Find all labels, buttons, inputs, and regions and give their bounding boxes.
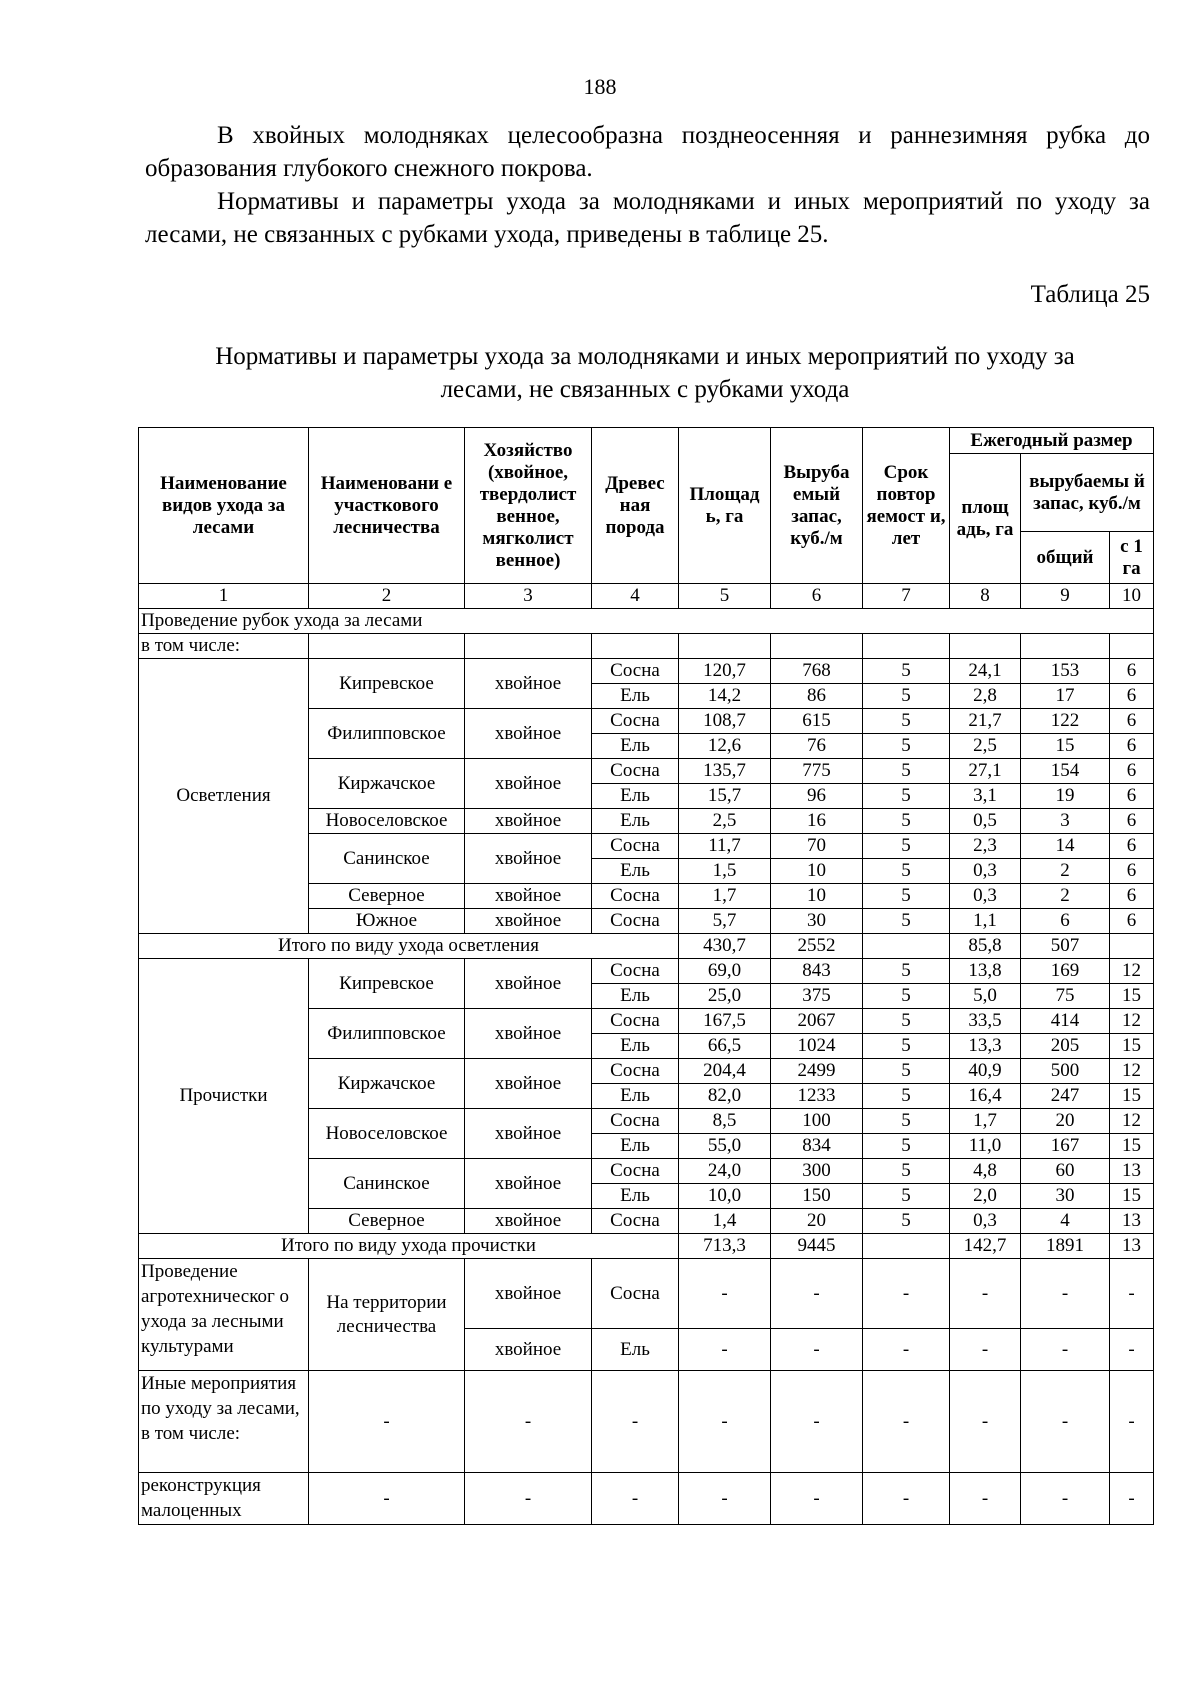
total-cell: 713,3 (679, 1234, 771, 1259)
care-type-cell: Проведение агротехническог о ухода за лесными культурами (139, 1259, 309, 1371)
data-cell: 6 (1110, 809, 1154, 834)
data-cell: 0,3 (950, 859, 1021, 884)
column-number-cell: 2 (309, 584, 465, 609)
data-cell: Ель (592, 1034, 679, 1059)
data-cell: 5 (863, 1009, 950, 1034)
data-cell: 1,7 (950, 1109, 1021, 1134)
data-cell: Ель (592, 784, 679, 809)
data-cell: 1,5 (679, 859, 771, 884)
data-cell: 1024 (771, 1034, 863, 1059)
data-cell: 19 (1021, 784, 1110, 809)
data-cell: 12 (1110, 1059, 1154, 1084)
paragraph-2 (145, 185, 1150, 251)
farm-type-cell: хвойное (465, 1159, 592, 1209)
data-cell: Ель (592, 1329, 679, 1371)
data-cell: 5 (863, 884, 950, 909)
page-number: 188 (583, 74, 617, 99)
total-cell (863, 1234, 950, 1259)
data-cell: 82,0 (679, 1084, 771, 1109)
data-cell: 169 (1021, 959, 1110, 984)
table-row (139, 609, 1154, 634)
data-cell: - (679, 1371, 771, 1473)
header-area: Площад ь, га (679, 428, 771, 584)
data-cell: 1,1 (950, 909, 1021, 934)
data-cell: 24,1 (950, 659, 1021, 684)
data-cell: 843 (771, 959, 863, 984)
data-cell: - (863, 1259, 950, 1329)
data-cell: 33,5 (950, 1009, 1021, 1034)
table-row (139, 934, 1154, 959)
data-cell: 6 (1110, 909, 1154, 934)
farm-type-cell: хвойное (465, 834, 592, 884)
data-cell: - (1110, 1329, 1154, 1371)
header-volume-total: общий (1021, 532, 1110, 584)
data-cell: - (309, 1371, 465, 1473)
forestry-cell: Санинское (309, 834, 465, 884)
column-number-cell: 7 (863, 584, 950, 609)
care-type-cell: Прочистки (139, 959, 309, 1234)
data-cell: 122 (1021, 709, 1110, 734)
data-cell: - (679, 1259, 771, 1329)
table-row (139, 1473, 1154, 1525)
data-cell: 15 (1110, 1134, 1154, 1159)
data-cell: 76 (771, 734, 863, 759)
data-cell: 5,0 (950, 984, 1021, 1009)
table-row (139, 584, 1154, 609)
data-cell: 2067 (771, 1009, 863, 1034)
farm-type-cell: хвойное (465, 1209, 592, 1234)
farm-type-cell: хвойное (465, 659, 592, 709)
data-cell: Ель (592, 1134, 679, 1159)
data-cell: 167,5 (679, 1009, 771, 1034)
section-title-cell: Проведение рубок ухода за лесами (139, 609, 1154, 634)
data-cell: 11,7 (679, 834, 771, 859)
farm-type-cell: хвойное (465, 759, 592, 809)
data-cell: 20 (1021, 1109, 1110, 1134)
forestry-cell: Южное (309, 909, 465, 934)
table-label: Таблица 25 (1030, 281, 1150, 308)
data-cell: 12 (1110, 1109, 1154, 1134)
data-cell: 75 (1021, 984, 1110, 1009)
total-cell: 507 (1021, 934, 1110, 959)
empty-cell (592, 634, 679, 659)
data-cell: 11,0 (950, 1134, 1021, 1159)
data-cell: 15 (1021, 734, 1110, 759)
forestry-cell: Киржачское (309, 759, 465, 809)
data-cell: 5 (863, 684, 950, 709)
data-cell: 5 (863, 1059, 950, 1084)
data-cell: 5 (863, 759, 950, 784)
data-cell: 6 (1110, 859, 1154, 884)
data-cell: 167 (1021, 1134, 1110, 1159)
table-row (139, 1371, 1154, 1473)
data-cell: - (465, 1371, 592, 1473)
total-cell: 1891 (1021, 1234, 1110, 1259)
total-cell: 85,8 (950, 934, 1021, 959)
paragraph-1 (145, 119, 1150, 185)
data-cell: - (771, 1259, 863, 1329)
forestry-cell: Кипревское (309, 959, 465, 1009)
data-cell: 1233 (771, 1084, 863, 1109)
data-cell: 15 (1110, 1084, 1154, 1109)
table-header (139, 428, 1154, 584)
data-cell: Сосна (592, 909, 679, 934)
forestry-cell: Северное (309, 1209, 465, 1234)
data-cell: 5 (863, 1084, 950, 1109)
data-cell: 775 (771, 759, 863, 784)
data-cell: хвойное (465, 1259, 592, 1329)
forestry-cell: Киржачское (309, 1059, 465, 1109)
total-cell: 430,7 (679, 934, 771, 959)
data-cell: Сосна (592, 1259, 679, 1329)
table-row (139, 959, 1154, 984)
data-cell: 2,0 (950, 1184, 1021, 1209)
data-cell: 14,2 (679, 684, 771, 709)
data-cell: 153 (1021, 659, 1110, 684)
data-cell: 25,0 (679, 984, 771, 1009)
data-cell: 1,7 (679, 884, 771, 909)
farm-type-cell: хвойное (465, 1059, 592, 1109)
data-cell: 100 (771, 1109, 863, 1134)
data-cell: 500 (1021, 1059, 1110, 1084)
data-cell: 16,4 (950, 1084, 1021, 1109)
data-cell: 0,3 (950, 1209, 1021, 1234)
forestry-cell: Новоселовское (309, 809, 465, 834)
data-cell: 69,0 (679, 959, 771, 984)
data-cell: - (863, 1473, 950, 1525)
header-forestry: Наименовани е участкового лесничества (309, 428, 465, 584)
data-cell: 6 (1110, 884, 1154, 909)
column-number-cell: 1 (139, 584, 309, 609)
data-cell: 2,8 (950, 684, 1021, 709)
data-cell: 5 (863, 709, 950, 734)
data-cell: Ель (592, 684, 679, 709)
header-care-type: Наименование видов ухода за лесами (139, 428, 309, 584)
including-label-cell: в том числе: (139, 634, 309, 659)
data-cell: 12,6 (679, 734, 771, 759)
header-annual-volume: вырубаемы й запас, куб./м (1021, 454, 1154, 532)
data-cell: Сосна (592, 884, 679, 909)
data-cell: 55,0 (679, 1134, 771, 1159)
data-cell: 5 (863, 859, 950, 884)
data-cell: Сосна (592, 834, 679, 859)
data-cell: Ель (592, 984, 679, 1009)
farm-type-cell: хвойное (465, 1109, 592, 1159)
header-annual-area: площ адь, га (950, 454, 1021, 584)
data-cell: - (1110, 1259, 1154, 1329)
data-cell: 5 (863, 1159, 950, 1184)
column-number-cell: 10 (1110, 584, 1154, 609)
data-cell: 5 (863, 1209, 950, 1234)
data-cell: Ель (592, 859, 679, 884)
header-species: Древес ная порода (592, 428, 679, 584)
data-cell: 154 (1021, 759, 1110, 784)
data-cell: - (1021, 1371, 1110, 1473)
data-cell: - (1021, 1473, 1110, 1525)
data-cell: 5 (863, 659, 950, 684)
data-cell: 5 (863, 834, 950, 859)
data-cell: Сосна (592, 1109, 679, 1134)
data-cell: 108,7 (679, 709, 771, 734)
data-cell: 6 (1110, 784, 1154, 809)
data-cell: 5 (863, 959, 950, 984)
data-cell: Сосна (592, 1059, 679, 1084)
data-cell: 10 (771, 884, 863, 909)
total-label-cell: Итого по виду ухода осветления (139, 934, 679, 959)
table-caption (120, 340, 1170, 406)
data-cell: 21,7 (950, 709, 1021, 734)
farm-type-cell: хвойное (465, 1009, 592, 1059)
empty-cell (950, 634, 1021, 659)
data-cell: 1,4 (679, 1209, 771, 1234)
farm-type-cell: хвойное (465, 909, 592, 934)
data-cell: 2 (1021, 859, 1110, 884)
data-cell: хвойное (465, 1329, 592, 1371)
empty-cell (465, 634, 592, 659)
data-cell: 300 (771, 1159, 863, 1184)
empty-cell (1021, 634, 1110, 659)
data-cell: 120,7 (679, 659, 771, 684)
forestry-cell: Филипповское (309, 709, 465, 759)
data-cell: - (950, 1371, 1021, 1473)
data-cell: 13,3 (950, 1034, 1021, 1059)
data-cell: Сосна (592, 659, 679, 684)
data-cell: 30 (1021, 1184, 1110, 1209)
table-row (139, 1259, 1154, 1329)
column-number-cell: 6 (771, 584, 863, 609)
data-cell: 30 (771, 909, 863, 934)
total-cell: 9445 (771, 1234, 863, 1259)
data-cell: 15 (1110, 984, 1154, 1009)
farm-type-cell: хвойное (465, 884, 592, 909)
data-cell: Ель (592, 1184, 679, 1209)
data-cell: Ель (592, 809, 679, 834)
data-cell: 60 (1021, 1159, 1110, 1184)
table-row (139, 1234, 1154, 1259)
data-cell: 13,8 (950, 959, 1021, 984)
forestry-cell: Филипповское (309, 1009, 465, 1059)
data-cell: - (1110, 1371, 1154, 1473)
data-cell: 20 (771, 1209, 863, 1234)
table-row (139, 659, 1154, 684)
data-cell: 2499 (771, 1059, 863, 1084)
data-cell: 12 (1110, 1009, 1154, 1034)
data-cell: 13 (1110, 1209, 1154, 1234)
empty-cell (679, 634, 771, 659)
data-cell: Сосна (592, 959, 679, 984)
data-cell: 135,7 (679, 759, 771, 784)
data-cell: 150 (771, 1184, 863, 1209)
total-cell: 2552 (771, 934, 863, 959)
data-cell: 15 (1110, 1034, 1154, 1059)
forestry-cell: Санинское (309, 1159, 465, 1209)
data-cell: 6 (1110, 709, 1154, 734)
data-cell: 6 (1021, 909, 1110, 934)
data-cell: 3,1 (950, 784, 1021, 809)
data-cell: - (863, 1329, 950, 1371)
data-cell: 5 (863, 734, 950, 759)
data-cell: - (465, 1473, 592, 1525)
table-caption-line-1: Нормативы и параметры ухода за молодняками и иных мероприятий по уходу за (215, 343, 1075, 370)
paragraph-2-text: Нормативы и параметры ухода за молодняками и иных мероприятий по уходу за лесами, не связанных с рубками ухода, приведены в таблице 25. (145, 188, 1150, 248)
total-cell (863, 934, 950, 959)
header-annual-size: Ежегодный размер (950, 428, 1154, 454)
table-row (139, 634, 1154, 659)
paragraph-1-text: В хвойных молодняках целесообразна позднеосенняя и раннезимняя рубка до образования глубокого снежного покрова. (145, 122, 1150, 182)
data-cell: 5 (863, 1109, 950, 1134)
data-cell: - (1021, 1329, 1110, 1371)
total-cell: 142,7 (950, 1234, 1021, 1259)
forestry-cell: На территории лесничества (309, 1259, 465, 1371)
data-cell: 4 (1021, 1209, 1110, 1234)
data-cell: - (679, 1329, 771, 1371)
farm-type-cell: хвойное (465, 959, 592, 1009)
data-cell: - (771, 1371, 863, 1473)
forestry-cell: Кипревское (309, 659, 465, 709)
data-cell: - (771, 1473, 863, 1525)
data-cell: - (863, 1371, 950, 1473)
data-cell: 414 (1021, 1009, 1110, 1034)
header-repeat-period: Срок повтор яемост и, лет (863, 428, 950, 584)
data-cell: 5 (863, 984, 950, 1009)
data-cell: 615 (771, 709, 863, 734)
empty-cell (309, 634, 465, 659)
data-cell: 375 (771, 984, 863, 1009)
care-type-cell: Иные мероприятия по уходу за лесами, в том числе: (139, 1371, 309, 1473)
data-cell: 2 (1021, 884, 1110, 909)
data-cell: 5 (863, 784, 950, 809)
data-cell: 24,0 (679, 1159, 771, 1184)
data-cell: Сосна (592, 709, 679, 734)
data-cell: 10 (771, 859, 863, 884)
data-cell: 13 (1110, 1159, 1154, 1184)
data-cell: - (950, 1259, 1021, 1329)
data-cell: - (592, 1371, 679, 1473)
data-cell: 16 (771, 809, 863, 834)
data-cell: 5 (863, 1134, 950, 1159)
data-cell: 5,7 (679, 909, 771, 934)
data-cell: Сосна (592, 1209, 679, 1234)
data-cell: 204,4 (679, 1059, 771, 1084)
empty-cell (1110, 634, 1154, 659)
data-cell: 6 (1110, 834, 1154, 859)
data-cell: 40,9 (950, 1059, 1021, 1084)
empty-cell (771, 634, 863, 659)
data-cell: 3 (1021, 809, 1110, 834)
data-cell: - (950, 1473, 1021, 1525)
data-cell: 96 (771, 784, 863, 809)
data-cell: 8,5 (679, 1109, 771, 1134)
empty-cell (863, 634, 950, 659)
data-cell: 2,5 (679, 809, 771, 834)
data-cell: 0,3 (950, 884, 1021, 909)
data-cell: 70 (771, 834, 863, 859)
forestry-cell: Северное (309, 884, 465, 909)
data-cell: 66,5 (679, 1034, 771, 1059)
data-cell: - (679, 1473, 771, 1525)
data-cell: 6 (1110, 734, 1154, 759)
data-cell: 247 (1021, 1084, 1110, 1109)
data-cell: 0,5 (950, 809, 1021, 834)
total-cell (1110, 934, 1154, 959)
data-cell: 2,3 (950, 834, 1021, 859)
column-number-cell: 9 (1021, 584, 1110, 609)
data-cell: 205 (1021, 1034, 1110, 1059)
data-cell: 5 (863, 1184, 950, 1209)
care-type-cell: реконструкция малоценных (139, 1473, 309, 1525)
farm-type-cell: хвойное (465, 709, 592, 759)
data-cell: 5 (863, 909, 950, 934)
data-cell: 10,0 (679, 1184, 771, 1209)
data-cell: 6 (1110, 659, 1154, 684)
data-cell: Сосна (592, 1159, 679, 1184)
data-cell: 5 (863, 809, 950, 834)
data-cell: 15,7 (679, 784, 771, 809)
data-cell: 5 (863, 1034, 950, 1059)
data-cell: 834 (771, 1134, 863, 1159)
data-cell: - (1021, 1259, 1110, 1329)
data-cell: 6 (1110, 759, 1154, 784)
data-cell: Ель (592, 1084, 679, 1109)
table-body (139, 584, 1154, 1525)
data-cell: 17 (1021, 684, 1110, 709)
data-cell: 15 (1110, 1184, 1154, 1209)
header-farm: Хозяйство (хвойное, твердолист венное, мягколист венное) (465, 428, 592, 584)
data-cell: 4,8 (950, 1159, 1021, 1184)
data-cell: - (950, 1329, 1021, 1371)
total-cell: 13 (1110, 1234, 1154, 1259)
column-number-cell: 4 (592, 584, 679, 609)
header-cut-volume: Выруба емый запас, куб./м (771, 428, 863, 584)
forestry-cell: Новоселовское (309, 1109, 465, 1159)
data-cell: 2,5 (950, 734, 1021, 759)
header-volume-per-ha: с 1 га (1110, 532, 1154, 584)
data-cell: - (592, 1473, 679, 1525)
data-cell: 14 (1021, 834, 1110, 859)
data-cell: 12 (1110, 959, 1154, 984)
data-cell: - (1110, 1473, 1154, 1525)
data-cell: 86 (771, 684, 863, 709)
forest-care-table (138, 427, 1154, 1525)
column-number-cell: 8 (950, 584, 1021, 609)
care-type-cell: Осветления (139, 659, 309, 934)
table-caption-line-2: лесами, не связанных с рубками ухода (440, 376, 850, 403)
data-cell: Сосна (592, 759, 679, 784)
column-number-cell: 3 (465, 584, 592, 609)
farm-type-cell: хвойное (465, 809, 592, 834)
data-cell: - (771, 1329, 863, 1371)
data-cell: Ель (592, 734, 679, 759)
column-number-cell: 5 (679, 584, 771, 609)
data-cell: Сосна (592, 1009, 679, 1034)
data-cell: 27,1 (950, 759, 1021, 784)
data-cell: 6 (1110, 684, 1154, 709)
total-label-cell: Итого по виду ухода прочистки (139, 1234, 679, 1259)
data-cell: - (309, 1473, 465, 1525)
data-cell: 768 (771, 659, 863, 684)
